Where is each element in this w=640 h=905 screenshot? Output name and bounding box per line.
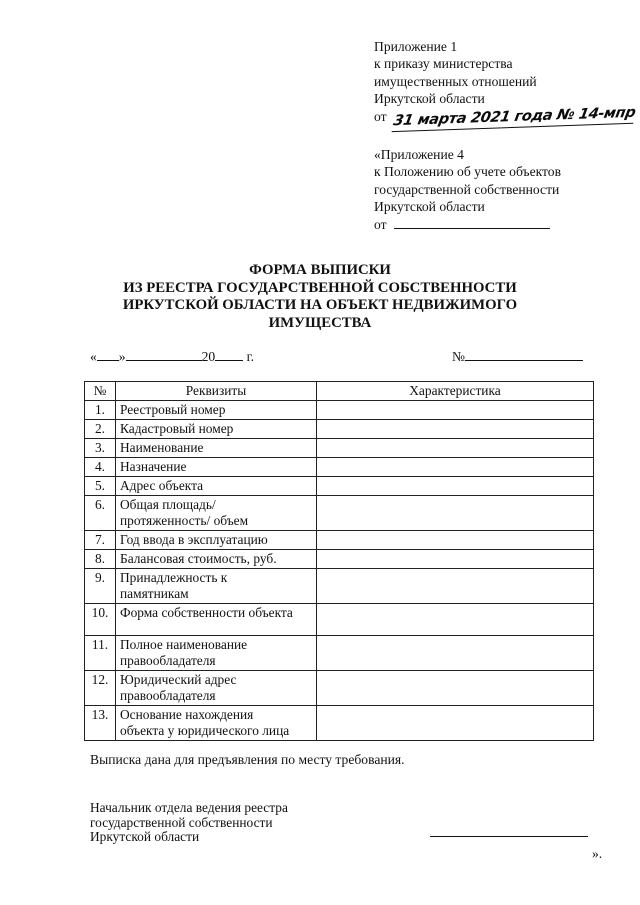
appendix-4-date-row xyxy=(374,216,634,233)
table-row xyxy=(85,569,594,604)
row-characteristic xyxy=(317,706,594,741)
row-characteristic xyxy=(317,550,594,569)
table-row xyxy=(85,401,594,420)
handwritten-date: 31 марта 2021 года № 14-мпр xyxy=(391,104,636,132)
header-requisites: Реквизиты xyxy=(116,382,317,401)
row-requisite: Назначение xyxy=(116,458,317,477)
row-number: 1. xyxy=(85,401,116,420)
date-prefix: от xyxy=(374,216,387,232)
row-characteristic xyxy=(317,569,594,604)
appendix-1-line: к приказу министерства xyxy=(374,56,513,72)
table-row xyxy=(85,439,594,458)
row-characteristic xyxy=(317,401,594,420)
row-characteristic xyxy=(317,477,594,496)
day-blank xyxy=(97,360,119,361)
table-row xyxy=(85,420,594,439)
row-characteristic xyxy=(317,604,594,636)
row-requisite: Основание нахождения объекта у юридического лица xyxy=(116,706,317,741)
appendix-1-line: Приложение 1 xyxy=(374,39,458,54)
appendix-4-line: государственной собственности xyxy=(374,181,560,197)
row-number: 3. xyxy=(85,439,116,458)
row-number: 4. xyxy=(85,458,116,477)
row-requisite: Балансовая стоимость, руб. xyxy=(116,550,317,569)
row-requisite: Наименование xyxy=(116,439,317,458)
number-sign: № xyxy=(452,349,465,364)
date-prefix: от xyxy=(374,108,387,124)
year-suffix: г. xyxy=(246,349,255,364)
appendix-4-block xyxy=(374,146,634,233)
closing-quote: ». xyxy=(592,846,603,861)
row-characteristic xyxy=(317,531,594,550)
row-number: 5. xyxy=(85,477,116,496)
appendix-1-line: имущественных отношений xyxy=(374,73,537,89)
row-requisite: Принадлежность к памятникам xyxy=(116,569,317,604)
year-blank xyxy=(215,360,243,361)
title-line: ИЗ РЕЕСТРА ГОСУДАРСТВЕННОЙ СОБСТВЕННОСТИ xyxy=(123,279,517,296)
signer-line: Начальник отдела ведения реестра xyxy=(90,800,288,815)
title-line: ИМУЩЕСТВА xyxy=(268,314,372,331)
row-number: 7. xyxy=(85,531,116,550)
row-requisite: Полное наименование правообладателя xyxy=(116,636,317,671)
row-characteristic xyxy=(317,636,594,671)
row-requisite: Реестровый номер xyxy=(116,401,317,420)
row-number: 13. xyxy=(85,706,116,741)
table-row xyxy=(85,636,594,671)
number-field xyxy=(452,349,583,365)
header-characteristic: Характеристика xyxy=(317,382,594,401)
table-row xyxy=(85,477,594,496)
table-body xyxy=(85,401,594,741)
row-requisite: Юридический адрес правообладателя xyxy=(116,671,317,706)
header-number: № xyxy=(85,382,116,401)
signer-line: Иркутской области xyxy=(90,829,200,845)
row-requisite: Кадастровый номер xyxy=(116,420,317,439)
row-number: 9. xyxy=(85,569,116,604)
appendix-1-line: Иркутской области xyxy=(374,91,485,107)
row-characteristic xyxy=(317,496,594,531)
row-number: 2. xyxy=(85,420,116,439)
row-requisite: Адрес объекта xyxy=(116,477,317,496)
table-row xyxy=(85,671,594,706)
row-requisite: Общая площадь/ протяженность/ объем xyxy=(116,496,317,531)
title-line: ФОРМА ВЫПИСКИ xyxy=(249,262,391,278)
appendix-1-date-row xyxy=(374,104,637,129)
row-characteristic xyxy=(317,458,594,477)
table-row xyxy=(85,706,594,741)
table-row xyxy=(85,458,594,477)
row-characteristic xyxy=(317,420,594,439)
month-blank xyxy=(126,360,202,361)
date-field xyxy=(90,349,254,365)
signer-line: государственной собственности xyxy=(90,814,273,830)
table-row xyxy=(85,496,594,531)
row-requisite: Год ввода в эксплуатацию xyxy=(116,531,317,550)
row-characteristic xyxy=(317,671,594,706)
title-line: ИРКУТСКОЙ ОБЛАСТИ НА ОБЪЕКТ НЕДВИЖИМОГО xyxy=(122,297,518,313)
row-number: 10. xyxy=(85,604,116,636)
document-title xyxy=(95,262,545,332)
signer-block xyxy=(90,801,288,845)
table-row xyxy=(85,604,594,636)
properties-table xyxy=(84,381,594,741)
table-row xyxy=(85,550,594,569)
row-number: 6. xyxy=(85,496,116,531)
row-number: 8. xyxy=(85,550,116,569)
table-row xyxy=(85,531,594,550)
number-blank xyxy=(465,360,583,361)
appendix-4-line: к Положению об учете объектов xyxy=(374,164,562,180)
appendix-4-line: Иркутской области xyxy=(374,199,485,215)
appendix-4-line: «Приложение 4 xyxy=(374,147,464,162)
row-number: 12. xyxy=(85,671,116,706)
row-characteristic xyxy=(317,439,594,458)
date-blank-line xyxy=(394,228,550,229)
year-prefix: 20 xyxy=(201,349,216,364)
signature-line xyxy=(430,836,588,837)
appendix-1-block xyxy=(374,38,637,129)
open-quote: « xyxy=(90,349,97,364)
issue-note: Выписка дана для предъявления по месту требования. xyxy=(90,752,405,767)
row-number: 11. xyxy=(85,636,116,671)
close-quote: » xyxy=(118,349,126,364)
row-requisite: Форма собственности объекта xyxy=(116,604,317,636)
table-header-row xyxy=(85,382,594,401)
